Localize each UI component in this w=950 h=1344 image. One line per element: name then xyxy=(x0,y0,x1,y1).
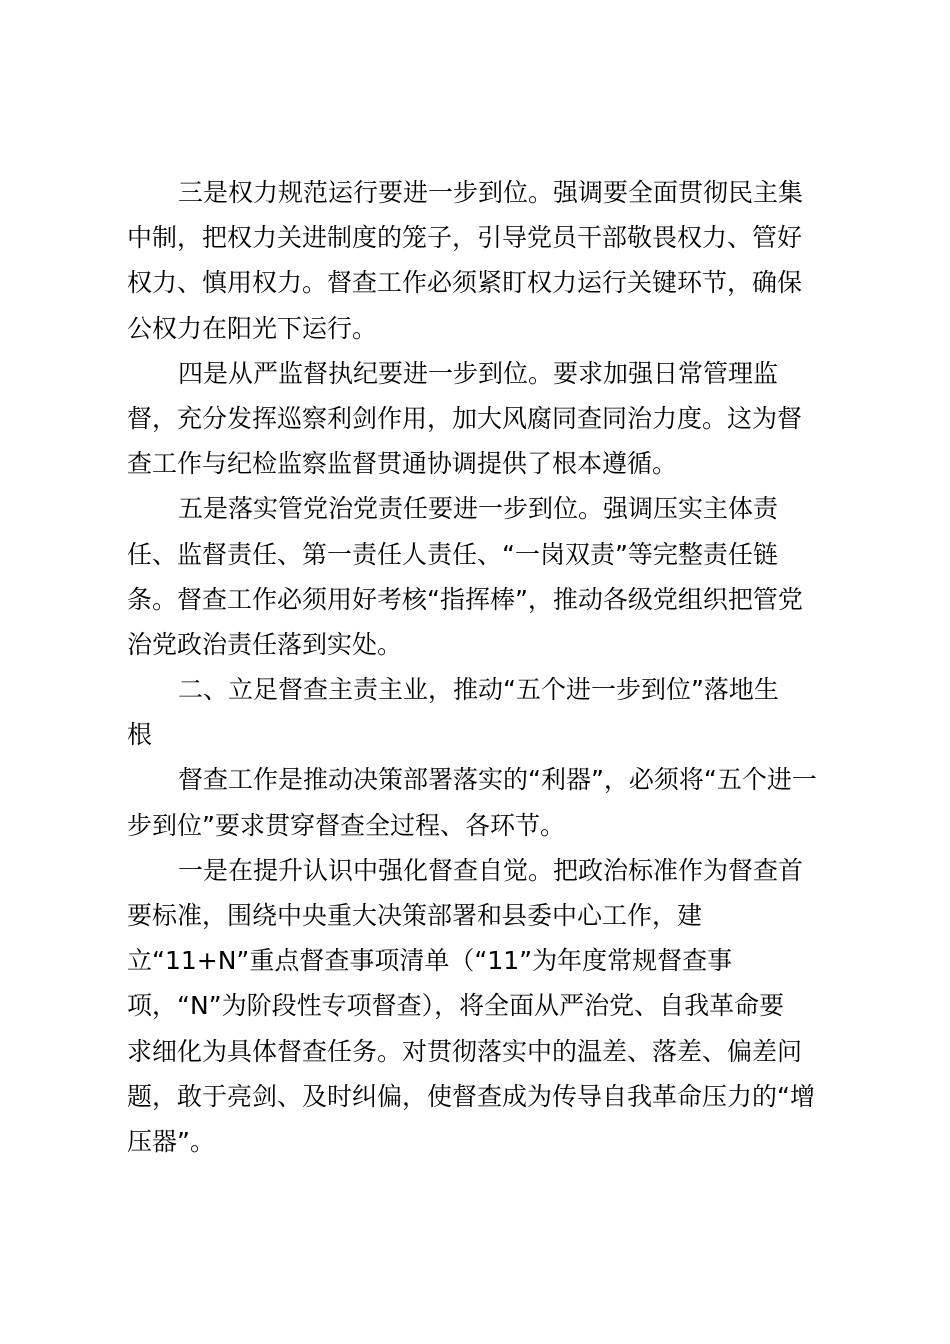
paragraph-3-line-3: 权力、慎用权力。督查工作必须紧盯权力运行关键环节，确保 xyxy=(127,268,803,298)
point-1-line-2: 要标准，围绕中央重大决策部署和县委中心工作，建 xyxy=(127,901,703,930)
document-body xyxy=(127,170,832,1164)
point-1-line-3: 立“11+N”重点督查事项清单（“11”为年度常规督查事 xyxy=(127,946,733,976)
paragraph-3-line-4: 公权力在阳光下运行。 xyxy=(127,313,378,343)
paragraph-5-line-1: 五是落实管党治党责任要进一步到位。强调压实主体责 xyxy=(178,494,779,524)
paragraph-5-line-3: 条。督查工作必须用好考核“指挥棒”，推动各级党组织把管党 xyxy=(127,584,803,614)
paragraph-4-line-2: 督，充分发挥巡察利剑作用，加大风腐同查同治力度。这为督 xyxy=(127,403,803,433)
point-1-line-1: 一是在提升认识中强化督查自觉。把政治标准作为督查首 xyxy=(178,855,804,885)
point-1-line-7: 压器”。 xyxy=(127,1126,215,1156)
point-1-line-6: 题，敢于亮剑、及时纠偏，使督查成为传导自我革命压力的“增 xyxy=(127,1081,815,1111)
section-heading-line-1: 二、立足督查主责主业，推动“五个进一步到位”落地生 xyxy=(178,675,779,705)
point-1-line-4: 项，“N”为阶段性专项督查），将全面从严治党、自我革命要 xyxy=(127,991,785,1021)
paragraph-5-line-2: 任、监督责任、第一责任人责任、“一岗双责”等完整责任链 xyxy=(127,539,778,569)
section-heading-line-2: 根 xyxy=(127,720,153,750)
paragraph-5-line-4: 治党政治责任落到实处。 xyxy=(127,629,403,659)
intro-paragraph-line-2: 步到位”要求贯穿督查全过程、各环节。 xyxy=(127,810,565,840)
paragraph-4-line-1: 四是从严监督执纪要进一步到位。要求加强日常管理监 xyxy=(178,358,779,388)
intro-paragraph-line-1: 督查工作是推动决策部署落实的“利器”，必须将“五个进一 xyxy=(178,765,817,795)
paragraph-3-line-1: 三是权力规范运行要进一步到位。强调要全面贯彻民主集 xyxy=(178,178,804,207)
paragraph-3-line-2: 中制，把权力关进制度的笼子，引导党员干部敬畏权力、管好 xyxy=(127,223,803,253)
point-1-line-5: 求细化为具体督查任务。对贯彻落实中的温差、落差、偏差问 xyxy=(127,1036,803,1066)
paragraph-4-line-3: 查工作与纪检监察监督贯通协调提供了根本遵循。 xyxy=(127,449,678,479)
